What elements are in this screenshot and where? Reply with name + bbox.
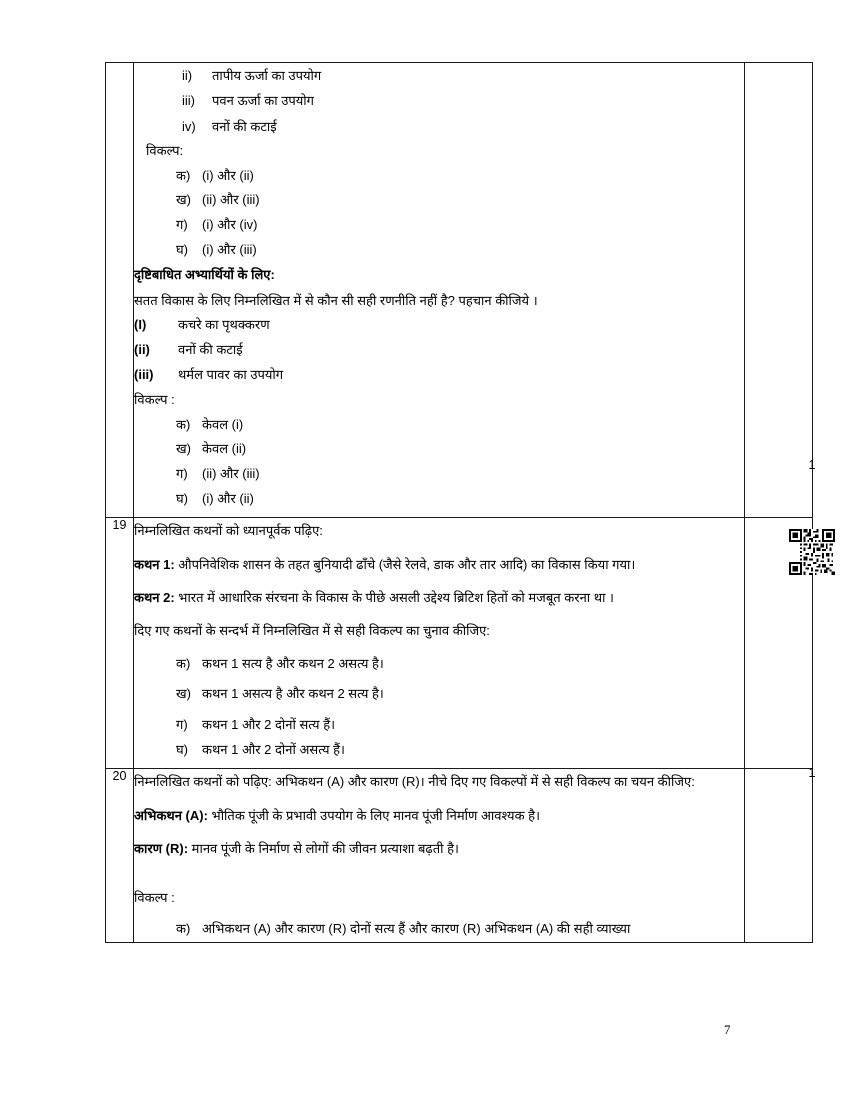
list-item (134, 63, 744, 88)
option-marker: ग) (176, 217, 188, 233)
option-marker: घ) (176, 741, 189, 757)
option-item (134, 713, 744, 738)
reason-label: कारण (R): (134, 841, 189, 857)
question-number: 19 (112, 518, 127, 533)
option-marker: ख) (176, 686, 191, 702)
marks-value: 1 (808, 458, 816, 472)
question-body-cell (134, 769, 745, 942)
page-number: 7 (724, 1022, 731, 1037)
question-body-cell (134, 63, 745, 518)
statement-2-text: भारत में आधारिक संरचना के विकास के पीछे असली उद्देश्य ब्रिटिश हितों को मजबूत करना था । (174, 590, 614, 605)
visually-impaired-question: सतत विकास के लिए निम्नलिखित में से कौन सी सही रणनीति नहीं है? पहचान कीजिये । (134, 292, 538, 308)
option-marker: क) (176, 167, 191, 183)
list-item (134, 363, 744, 388)
option-item (134, 188, 744, 213)
assertion-label: अभिकथन (A): (134, 807, 208, 823)
table-row (106, 63, 813, 518)
question-number: 20 (112, 769, 127, 784)
visually-impaired-heading: दृष्टिबाधित अभ्यार्थियों के लिए: (134, 267, 275, 283)
option-marker: घ) (176, 490, 189, 506)
table-row (106, 769, 813, 942)
options-heading: विकल्प : (134, 890, 175, 906)
option-marker: ख) (176, 192, 191, 208)
statement-2 (134, 585, 744, 610)
option-text: (ii) और (iii) (202, 192, 260, 208)
option-item (134, 413, 744, 438)
option-marker: क) (176, 920, 191, 936)
option-text: केवल (i) (202, 416, 244, 432)
option-marker: क) (176, 655, 191, 671)
list-marker: iii) (182, 93, 195, 109)
reason (134, 836, 744, 861)
choose-instruction: दिए गए कथनों के सन्दर्भ में निम्नलिखित में से सही विकल्प का चुनाव कीजिए: (134, 623, 490, 639)
list-marker: ii) (182, 68, 193, 83)
option-item (134, 437, 744, 462)
option-text: केवल (ii) (202, 441, 247, 457)
spacer (134, 863, 744, 885)
list-text: पवन ऊर्जा का उपयोग (212, 93, 314, 109)
list-text: कचरे का पृथक्करण (178, 317, 270, 333)
list-marker: (iii) (134, 366, 154, 382)
option-text: (i) और (iv) (202, 217, 258, 233)
question-number-cell (106, 63, 134, 518)
option-item (134, 738, 744, 763)
option-item (134, 682, 744, 707)
option-item (134, 238, 744, 263)
marks-value: 1 (808, 766, 816, 781)
option-item (134, 164, 744, 189)
spacer (134, 762, 744, 768)
options-heading: विकल्प : (134, 392, 175, 408)
option-marker: ग) (176, 717, 188, 733)
question-number-cell (106, 518, 134, 769)
option-text: अभिकथन (A) और कारण (R) दोनों सत्य हैं और कारण (R) अभिकथन (A) की सही व्याख्या (202, 920, 631, 936)
question-intro: निम्नलिखित कथनों को ध्यानपूर्वक पढ़िए: (134, 523, 323, 539)
question-table (105, 62, 816, 943)
option-text: (i) और (ii) (202, 167, 254, 183)
assertion-text: भौतिक पूंजी के प्रभावी उपयोग के लिए मानव पूंजी निर्माण आवश्यक है। (207, 807, 541, 823)
question-number-cell (106, 769, 134, 942)
option-text: कथन 1 और 2 दोनों असत्य हैं। (202, 741, 345, 757)
statement-1 (134, 552, 744, 577)
spacer (134, 511, 744, 517)
list-item (134, 88, 744, 113)
statement-1-label: कथन 1: (134, 556, 175, 572)
list-text: तापीय ऊर्जा का उपयोग (212, 68, 322, 83)
list-text: थर्मल पावर का उपयोग (178, 366, 284, 382)
marks-cell (745, 769, 813, 942)
statement-2-label: कथन 2: (134, 590, 175, 605)
list-marker: (I) (134, 317, 147, 333)
list-marker: iv) (182, 118, 196, 134)
option-item (134, 652, 744, 677)
option-marker: क) (176, 416, 191, 432)
option-item (134, 917, 744, 942)
option-text: (i) और (ii) (202, 490, 254, 506)
option-text: कथन 1 सत्य है और कथन 2 असत्य है। (202, 655, 384, 671)
list-item (134, 114, 744, 139)
option-text: (ii) और (iii) (202, 465, 260, 481)
list-text: वनों की कटाई (178, 341, 243, 357)
assertion (134, 803, 744, 828)
list-marker: (ii) (134, 341, 150, 357)
option-marker: घ) (176, 241, 189, 257)
reason-text: मानव पूंजी के निर्माण से लोगों की जीवन प्रत्याशा बढ़ती है। (188, 841, 459, 857)
option-text: कथन 1 असत्य है और कथन 2 सत्य है। (202, 686, 384, 702)
list-item (134, 338, 744, 363)
qr-code-svg (789, 529, 835, 575)
qr-code-icon (789, 529, 835, 575)
options-heading: विकल्प: (146, 143, 184, 159)
option-item (134, 213, 744, 238)
option-item (134, 462, 744, 487)
question-body-cell (134, 518, 745, 769)
option-text: (i) और (iii) (202, 241, 257, 257)
option-marker: ग) (176, 465, 188, 481)
table-row (106, 518, 813, 769)
statement-1-text: औपनिवेशिक शासन के तहत बुनियादी ढाँचे (जैसे रेलवे, डाक और तार आदि) का विकास किया गया। (174, 556, 636, 572)
option-text: कथन 1 और 2 दोनों सत्य हैं। (202, 717, 336, 733)
option-item (134, 487, 744, 512)
question-intro: निम्नलिखित कथनों को पढ़िए: अभिकथन (A) और कारण (R)। नीचे दिए गए विकल्पों में से सही विकल्प का चयन कीजिए: (134, 774, 695, 790)
marks-cell (745, 63, 816, 518)
list-text: वनों की कटाई (212, 118, 277, 134)
option-marker: ख) (176, 441, 191, 457)
list-item (134, 313, 744, 338)
